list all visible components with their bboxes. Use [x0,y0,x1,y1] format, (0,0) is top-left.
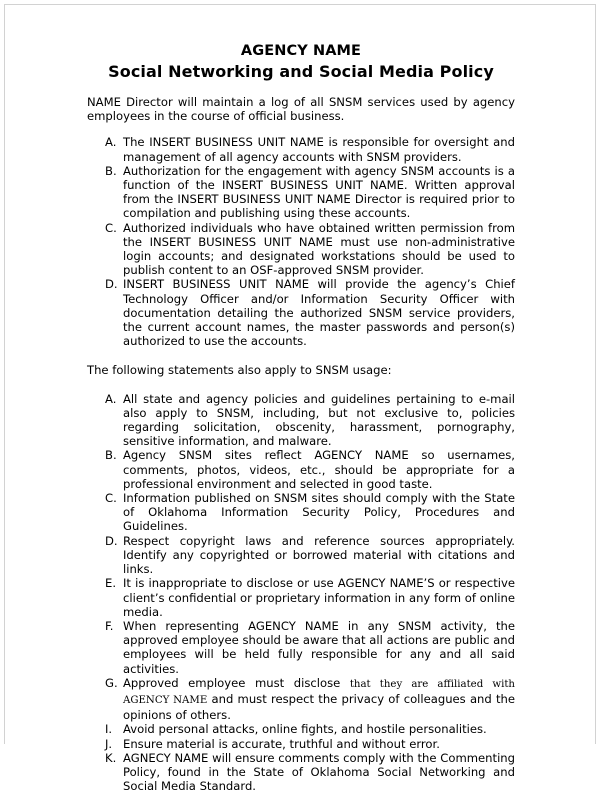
list-item-text [123,676,515,723]
intro-paragraph: NAME Director will maintain a log of all SNSM services used by agency employees in the course of official business. [87,95,515,124]
list-item [105,534,515,577]
list-item [105,619,515,676]
list-item [105,135,515,163]
list-item-text: Agency SNSM sites reflect AGENCY NAME so usernames, comments, photos, videos, etc., should be appropriate for a professional environment and selected in good taste. [123,448,515,491]
list-marker: G. [105,675,118,690]
list-marker: J. [105,736,113,751]
list-item [105,221,515,278]
page-title [87,42,515,82]
list-item [105,676,515,723]
list-marker: I. [105,722,113,737]
list-marker: E. [105,576,117,591]
list-item [105,576,515,619]
list-marker: D. [105,277,118,292]
list-item-text: Information published on SNSM sites should comply with the State of Oklahoma Information Security Policy, Procedures and Guidelines. [123,491,515,534]
list-item-text: When representing AGENCY NAME in any SNSM activity, the approved employee should be aware that all actions are public and employees will be held fully responsible for any and all said activities. [123,618,515,676]
list-marker: C. [105,220,117,235]
list-item-text: Respect copyright laws and reference sources appropriately. Identify any copyrighted or borrowed material with citations and links. [123,533,515,577]
list-marker: A. [105,391,117,406]
list-item-text: INSERT BUSINESS UNIT NAME will provide the agency’s Chief Technology Officer and/or Information Security Officer with documentation detailing the authorized SNSM service providers, the current account names, the master passwords and person(s) authorized to use the accounts. [123,277,515,349]
list-item-text: Authorization for the engagement with agency SNSM accounts is a function of the INSERT BUSINESS UNIT NAME. Written approval from the INSERT BUSINESS UNIT NAME Director is required prior to compilation and publishing using these accounts. [123,163,515,221]
list-item [105,448,515,491]
list-item-text: It is inappropriate to disclose or use AGENCY NAME’S or respective client’s confidential or proprietary information in any form of online media. [123,576,515,619]
policy-list-two [105,392,515,793]
list-item-text-segment-sans-last: and must respect the privacy of colleagues and the opinions of others. [123,691,515,723]
title-line-policy-name: Social Networking and Social Media Policy [108,62,494,81]
list-item-text: Authorized individuals who have obtained written permission from the INSERT BUSINESS UNIT NAME must use non-administrative login accounts; and designated workstations should be used to publish content to an OSF-approved SNSM provider. [123,220,515,278]
list-item-text-segment-sans-first: Approved employee must disclose [123,675,350,690]
list-item-text-segment-serif: that they are affiliated with AGENCY NAME [123,678,515,706]
list-item [105,491,515,534]
list-item-text: Avoid personal attacks, online fights, and hostile personalities. [123,722,487,737]
list-marker: K. [105,750,117,765]
list-item-text: The INSERT BUSINESS UNIT NAME is responsible for oversight and management of all agency accounts with SNSM providers. [123,135,515,164]
list-marker: D. [105,533,118,548]
list-marker: C. [105,491,117,506]
lead-paragraph: The following statements also apply to SNSM usage: [87,363,392,378]
list-item-text: Ensure material is accurate, truthful and without error. [123,736,440,751]
list-item-text: All state and agency policies and guidelines pertaining to e-mail also apply to SNSM, including, but not exclusive to, policies regarding solicitation, obscenity, harassment, pornography, sensitive information, and malware. [123,391,515,449]
list-marker: B. [105,163,117,178]
list-marker: F. [105,618,114,633]
list-marker: A. [105,135,117,150]
policy-list-one [105,135,515,348]
list-item [105,164,515,221]
list-marker: B. [105,448,117,463]
list-item [105,737,515,751]
list-item-text: AGNECY NAME will ensure comments comply with the Commenting Policy, found in the State of Oklahoma Social Networking and Social Media Standard. [123,750,515,793]
title-line-agency-name: AGENCY NAME [240,43,362,59]
document-content [87,42,515,793]
list-item [105,722,515,736]
list-item [105,392,515,449]
list-item [105,751,515,793]
list-item [105,277,515,348]
